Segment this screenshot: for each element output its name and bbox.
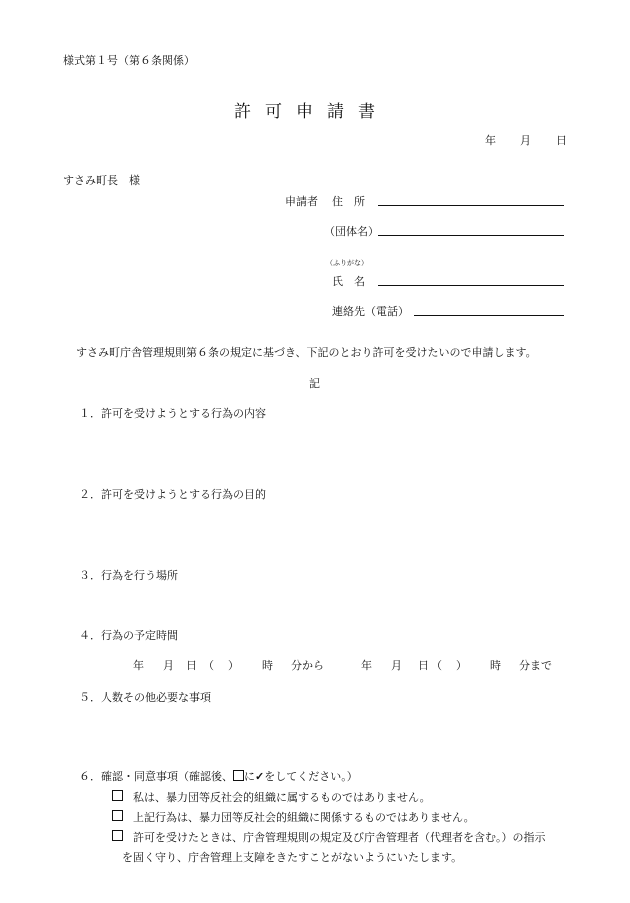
form-number: 様式第１号（第６条関係）	[63, 54, 195, 67]
confirm-item-2	[112, 809, 475, 825]
item-2-heading: ２．許可を受けようとする行為の目的	[79, 488, 266, 501]
furigana-label: （ふりがな）	[326, 259, 368, 267]
date-year: 年	[485, 134, 496, 147]
ki-mark: 記	[309, 377, 320, 390]
addressee: すさみ町長 様	[63, 174, 140, 187]
checkbox-icon	[233, 770, 244, 781]
confirm-text-1: 私は、暴力団等反社会的組織に属するものではありません。	[133, 791, 431, 804]
confirm-checkbox-2[interactable]	[112, 810, 123, 821]
confirm-text-2: 上記行為は、暴力団等反社会的組織に関係するものではありません。	[133, 811, 475, 824]
start-year: 年	[133, 659, 144, 672]
end-year: 年	[361, 659, 372, 672]
end-paren-close: ）	[456, 659, 467, 672]
intro-text: すさみ町庁舎管理規則第６条の規定に基づき、下記のとおり許可を受けたいので申請します。	[76, 346, 537, 359]
end-paren-open: （	[431, 659, 442, 672]
applicant-label: 申請者	[285, 195, 318, 208]
group-field[interactable]	[378, 235, 564, 236]
item-4-heading: ４．行為の予定時間	[79, 629, 178, 642]
confirm-checkbox-3[interactable]	[112, 830, 123, 841]
end-day: 日	[418, 659, 429, 672]
page-title: 許可申請書	[234, 102, 389, 122]
confirm-heading-prefix: ６．確認・同意事項（確認後、	[79, 770, 233, 783]
name-field[interactable]	[378, 285, 564, 286]
confirm-text-3b: を固く守り、庁舎管理上支障をきたすことがないようにいたします。	[122, 851, 463, 864]
group-label: （団体名）	[324, 225, 379, 238]
item-1-heading: １．許可を受けようとする行為の内容	[79, 407, 266, 420]
confirm-heading	[79, 768, 358, 784]
confirm-item-1	[112, 789, 431, 805]
confirm-item-3	[112, 829, 546, 845]
contact-label: 連絡先（電話）	[332, 305, 409, 318]
confirm-text-3a: 許可を受けたときは、庁舎管理規則の規定及び庁舎管理者（代理者を含む。）の指示	[133, 831, 546, 844]
date-day: 日	[556, 134, 567, 147]
name-label: 氏 名	[332, 275, 365, 288]
date-month: 月	[520, 134, 531, 147]
start-paren-open: （	[203, 659, 214, 672]
start-from: 分から	[291, 659, 324, 672]
item-5-heading: ５．人数その他必要な事項	[79, 691, 211, 704]
start-hour: 時	[262, 659, 273, 672]
address-label: 住 所	[332, 195, 365, 208]
item-3-heading: ３．行為を行う場所	[79, 569, 178, 582]
end-until: 分まで	[519, 659, 552, 672]
confirm-heading-suffix: をしてください。）	[264, 770, 358, 783]
end-hour: 時	[490, 659, 501, 672]
start-day: 日	[186, 659, 197, 672]
confirm-checkbox-1[interactable]	[112, 790, 123, 801]
start-month: 月	[163, 659, 174, 672]
contact-field[interactable]	[414, 315, 564, 316]
confirm-heading-check: に	[244, 770, 255, 783]
end-month: 月	[391, 659, 402, 672]
address-field[interactable]	[378, 205, 564, 206]
checkmark-icon: ✓	[255, 770, 265, 783]
start-paren-close: ）	[228, 659, 239, 672]
